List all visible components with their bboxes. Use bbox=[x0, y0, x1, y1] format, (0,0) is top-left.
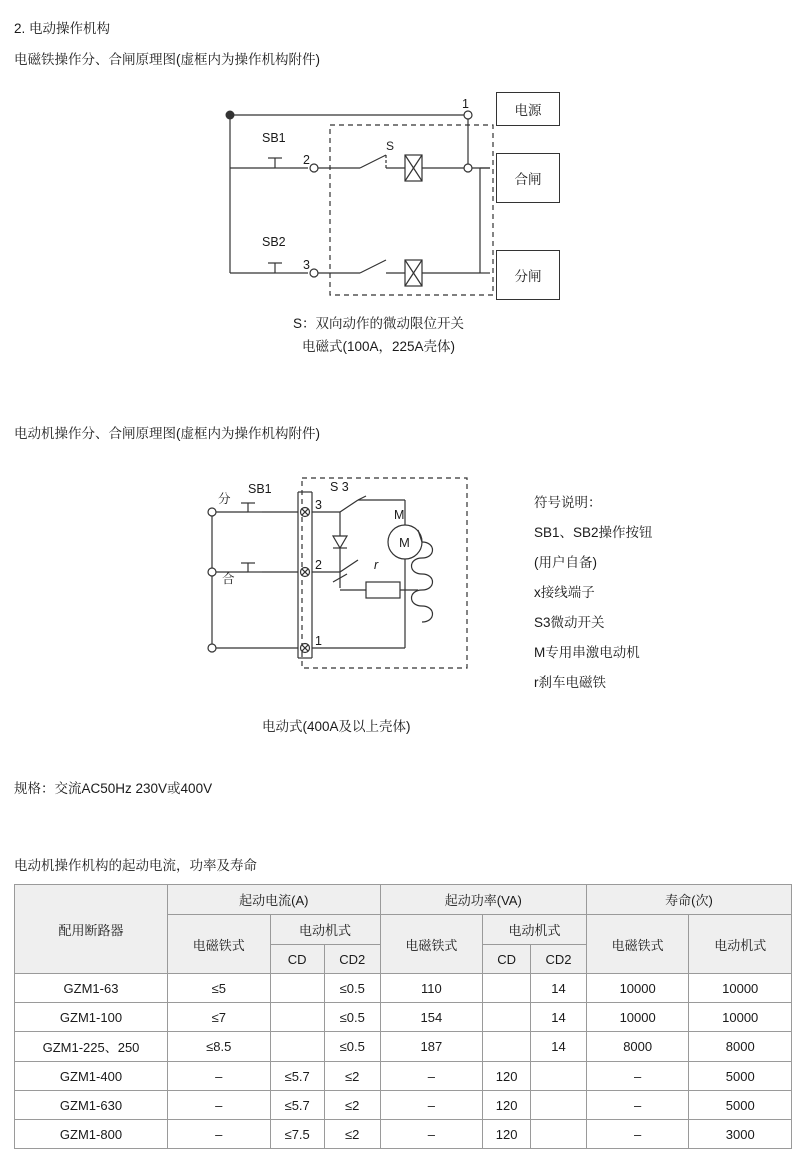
cell-model: GZM1-63 bbox=[15, 974, 168, 1003]
cell-power-cd bbox=[483, 1032, 531, 1062]
label-terminal-1: 1 bbox=[462, 97, 469, 111]
legend-item-0: SB1、SB2操作按钮 bbox=[534, 525, 653, 540]
cell-current-em: ≤8.5 bbox=[168, 1032, 271, 1062]
table-header-row-1 bbox=[15, 885, 792, 915]
cell-life-motor: 5000 bbox=[689, 1062, 792, 1091]
table-body bbox=[15, 974, 792, 1149]
cell-power-cd bbox=[483, 1003, 531, 1032]
cell-current-em: – bbox=[168, 1120, 271, 1149]
cell-model: GZM1-400 bbox=[15, 1062, 168, 1091]
table-title: 电动机操作机构的起动电流，功率及寿命 bbox=[14, 858, 257, 873]
electromagnet-schematic bbox=[190, 95, 590, 310]
header-breaker: 配用断路器 bbox=[15, 885, 168, 974]
header-current-cd2: CD2 bbox=[324, 945, 380, 974]
label-terminal-3b: 3 bbox=[315, 498, 322, 512]
header-current-cd: CD bbox=[270, 945, 324, 974]
legend-item-4: M专用串激电动机 bbox=[534, 645, 640, 660]
cell-current-em: ≤7 bbox=[168, 1003, 271, 1032]
diagram2-caption: 电动式(400A及以上壳体) bbox=[262, 719, 411, 734]
table-row bbox=[15, 1003, 792, 1032]
cell-life-em: – bbox=[586, 1120, 689, 1149]
spec-table bbox=[14, 884, 792, 1149]
header-power-motor: 电动机式 bbox=[483, 915, 587, 945]
cell-life-motor: 3000 bbox=[689, 1120, 792, 1149]
legend-item-2: x接线端子 bbox=[534, 585, 595, 600]
cell-power-cd2 bbox=[531, 1091, 587, 1120]
cell-power-em: 110 bbox=[380, 974, 483, 1003]
cell-power-cd2: 14 bbox=[531, 974, 587, 1003]
diagram1-subtitle: 电磁铁操作分、合闸原理图(虚框内为操作机构附件) bbox=[14, 52, 320, 67]
label-motor-m: M bbox=[394, 508, 405, 522]
cell-current-cd: ≤7.5 bbox=[270, 1120, 324, 1149]
table-row bbox=[15, 1091, 792, 1120]
spec-line: 规格：交流AC50Hz 230V或400V bbox=[14, 781, 213, 796]
diagram1-caption-1: S：双向动作的微动限位开关 bbox=[293, 316, 465, 331]
cell-power-em: 154 bbox=[380, 1003, 483, 1032]
cell-power-em: – bbox=[380, 1120, 483, 1149]
cell-model: GZM1-630 bbox=[15, 1091, 168, 1120]
cell-current-cd bbox=[270, 1032, 324, 1062]
label-s3: S 3 bbox=[330, 480, 349, 494]
label-terminal-3: 3 bbox=[303, 258, 310, 272]
cell-power-cd: 120 bbox=[483, 1062, 531, 1091]
header-start-current: 起动电流(A) bbox=[168, 885, 381, 915]
header-current-em: 电磁铁式 bbox=[168, 915, 271, 974]
legend-title: 符号说明： bbox=[534, 495, 602, 510]
cell-current-cd2: ≤2 bbox=[324, 1091, 380, 1120]
cell-current-cd2: ≤2 bbox=[324, 1062, 380, 1091]
cell-current-cd: ≤5.7 bbox=[270, 1062, 324, 1091]
label-sb1-2: SB1 bbox=[248, 482, 272, 496]
cell-current-cd2: ≤2 bbox=[324, 1120, 380, 1149]
cell-current-em: – bbox=[168, 1062, 271, 1091]
cell-life-em: – bbox=[586, 1062, 689, 1091]
spec-table-wrap bbox=[14, 884, 792, 1149]
cell-life-em: 10000 bbox=[586, 974, 689, 1003]
box-open: 分闸 bbox=[496, 250, 560, 300]
box-power: 电源 bbox=[496, 92, 560, 126]
legend-item-5: r刹车电磁铁 bbox=[534, 675, 606, 690]
table-row bbox=[15, 1120, 792, 1149]
header-power-cd2: CD2 bbox=[531, 945, 587, 974]
table-head bbox=[15, 885, 792, 974]
diagram2-subtitle: 电动机操作分、合闸原理图(虚框内为操作机构附件) bbox=[14, 426, 320, 441]
cell-life-em: 8000 bbox=[586, 1032, 689, 1062]
cell-power-cd2 bbox=[531, 1120, 587, 1149]
label-fen: 分 bbox=[218, 492, 231, 506]
cell-model: GZM1-800 bbox=[15, 1120, 168, 1149]
cell-current-cd2: ≤0.5 bbox=[324, 974, 380, 1003]
label-terminal-2b: 2 bbox=[315, 558, 322, 572]
cell-current-em: ≤5 bbox=[168, 974, 271, 1003]
cell-current-cd2: ≤0.5 bbox=[324, 1032, 380, 1062]
label-terminal-1b: 1 bbox=[315, 634, 322, 648]
cell-life-motor: 10000 bbox=[689, 974, 792, 1003]
cell-model: GZM1-225、250 bbox=[15, 1032, 168, 1062]
table-row bbox=[15, 1032, 792, 1062]
svg-text:M: M bbox=[399, 535, 410, 550]
cell-current-cd: ≤5.7 bbox=[270, 1091, 324, 1120]
cell-power-em: – bbox=[380, 1062, 483, 1091]
header-power-cd: CD bbox=[483, 945, 531, 974]
cell-life-motor: 5000 bbox=[689, 1091, 792, 1120]
table-row bbox=[15, 974, 792, 1003]
cell-power-cd2: 14 bbox=[531, 1032, 587, 1062]
cell-power-cd: 120 bbox=[483, 1091, 531, 1120]
cell-power-cd bbox=[483, 974, 531, 1003]
diagram1-caption-2: 电磁式(100A，225A壳体) bbox=[302, 339, 456, 354]
label-terminal-2: 2 bbox=[303, 153, 310, 167]
motor-operating-schematic bbox=[190, 470, 510, 685]
cell-life-em: – bbox=[586, 1091, 689, 1120]
box-close: 合闸 bbox=[496, 153, 560, 203]
cell-life-motor: 8000 bbox=[689, 1032, 792, 1062]
cell-life-motor: 10000 bbox=[689, 1003, 792, 1032]
label-brake-r: r bbox=[374, 558, 379, 572]
header-power-em: 电磁铁式 bbox=[380, 915, 483, 974]
cell-current-cd2: ≤0.5 bbox=[324, 1003, 380, 1032]
cell-life-em: 10000 bbox=[586, 1003, 689, 1032]
header-life: 寿命(次) bbox=[586, 885, 791, 915]
cell-power-cd2: 14 bbox=[531, 1003, 587, 1032]
cell-current-cd bbox=[270, 1003, 324, 1032]
cell-power-em: 187 bbox=[380, 1032, 483, 1062]
cell-current-em: – bbox=[168, 1091, 271, 1120]
section-title: 2. 电动操作机构 bbox=[14, 21, 111, 36]
header-life-em: 电磁铁式 bbox=[586, 915, 689, 974]
legend-item-1: (用户自备) bbox=[534, 555, 597, 570]
svg-text:S: S bbox=[386, 139, 395, 153]
cell-model: GZM1-100 bbox=[15, 1003, 168, 1032]
cell-power-cd2 bbox=[531, 1062, 587, 1091]
table-row bbox=[15, 1062, 792, 1091]
label-sb2: SB2 bbox=[262, 235, 286, 249]
label-he: 合 bbox=[222, 572, 235, 586]
header-life-motor: 电动机式 bbox=[689, 915, 792, 974]
cell-power-cd: 120 bbox=[483, 1120, 531, 1149]
label-sb1: SB1 bbox=[262, 131, 286, 145]
header-start-power: 起动功率(VA) bbox=[380, 885, 586, 915]
motor-operating-schematic-svg bbox=[190, 470, 510, 685]
cell-power-em: – bbox=[380, 1091, 483, 1120]
legend-item-3: S3微动开关 bbox=[534, 615, 605, 630]
cell-current-cd bbox=[270, 974, 324, 1003]
header-current-motor: 电动机式 bbox=[270, 915, 380, 945]
